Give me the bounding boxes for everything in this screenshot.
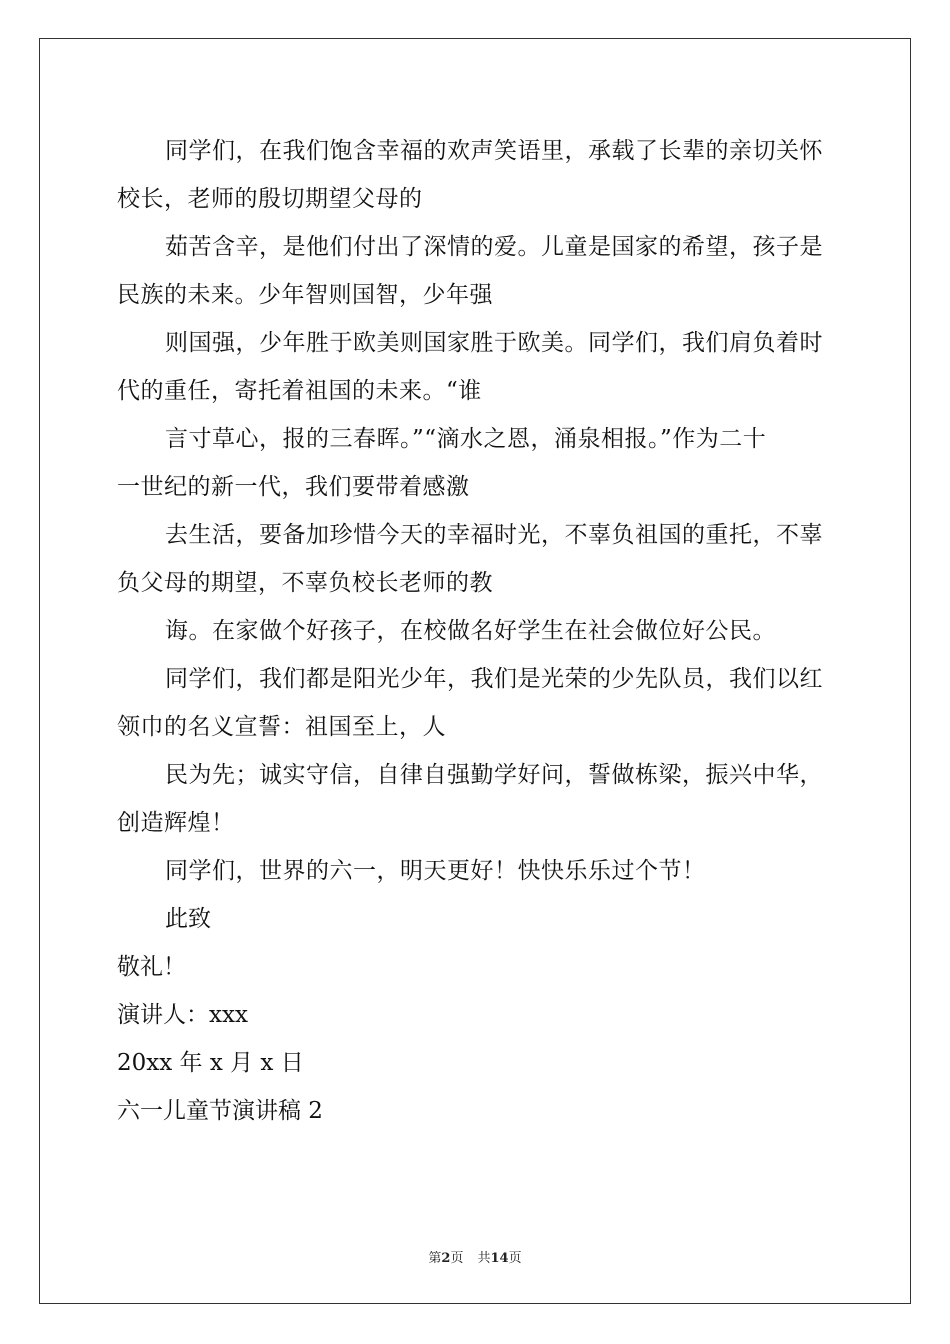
paragraph-text: 则国强，少年胜于欧美则国家胜于欧美。同学们，我们肩负着时 — [165, 330, 823, 356]
next-section-title: 六一儿童节演讲稿 2 — [117, 1098, 323, 1124]
paragraph-4 — [117, 415, 835, 511]
total-suffix: 页 — [508, 1251, 522, 1266]
paragraph-text: 领巾的名义宣誓：祖国至上，人 — [117, 714, 446, 740]
paragraph-6 — [117, 607, 835, 655]
paragraph-9 — [117, 847, 835, 895]
paragraph-text: 同学们，在我们饱含幸福的欢声笑语里，承载了长辈的亲切关怀 — [165, 138, 823, 164]
paragraph-text: 同学们，世界的六一，明天更好！快快乐乐过个节！ — [165, 858, 706, 884]
paragraph-8 — [117, 751, 835, 847]
paragraph-2 — [117, 223, 835, 319]
speaker-line: 演讲人：xxx — [117, 1002, 248, 1028]
paragraph-text: 一世纪的新一代，我们要带着感激 — [117, 474, 470, 500]
paragraph-text: 民族的未来。少年智则国智，少年强 — [117, 282, 493, 308]
page-prefix: 第 — [428, 1251, 442, 1266]
page-footer — [0, 1247, 950, 1266]
salute-line: 敬礼！ — [117, 954, 186, 980]
paragraph-text: 校长，老师的殷切期望父母的 — [117, 186, 423, 212]
paragraph-1 — [117, 127, 835, 223]
paragraph-text: 同学们，我们都是阳光少年，我们是光荣的少先队员，我们以红 — [165, 666, 823, 692]
paragraph-text: 负父母的期望，不辜负校长老师的教 — [117, 570, 493, 596]
paragraph-text: 创造辉煌！ — [117, 810, 235, 836]
paragraph-3 — [117, 319, 835, 415]
paragraph-text: 茹苦含辛，是他们付出了深情的爱。儿童是国家的希望，孩子是 — [165, 234, 823, 260]
closing-line: 此致 — [165, 906, 211, 932]
paragraph-text: 诲。在家做个好孩子，在校做名好学生在社会做位好公民。 — [165, 618, 776, 644]
paragraph-text: 民为先；诚实守信，自律自强勤学好问，誓做栋梁，振兴中华， — [165, 762, 823, 788]
paragraph-text: 代的重任，寄托着祖国的未来。“谁 — [117, 378, 482, 404]
date-line: 20xx 年 x 月 x 日 — [117, 1050, 304, 1076]
document-body — [117, 127, 835, 1135]
total-pages: 14 — [490, 1251, 509, 1266]
paragraph-text: 去生活，要备加珍惜今天的幸福时光，不辜负祖国的重托，不辜 — [165, 522, 823, 548]
paragraph-5 — [117, 511, 835, 607]
page-number: 2 — [441, 1251, 451, 1266]
total-prefix: 共 — [477, 1251, 491, 1266]
paragraph-text: 言寸草心，报的三春晖。”“滴水之恩，涌泉相报。”作为二十 — [165, 426, 767, 452]
page-suffix: 页 — [450, 1251, 464, 1266]
paragraph-7 — [117, 655, 835, 751]
